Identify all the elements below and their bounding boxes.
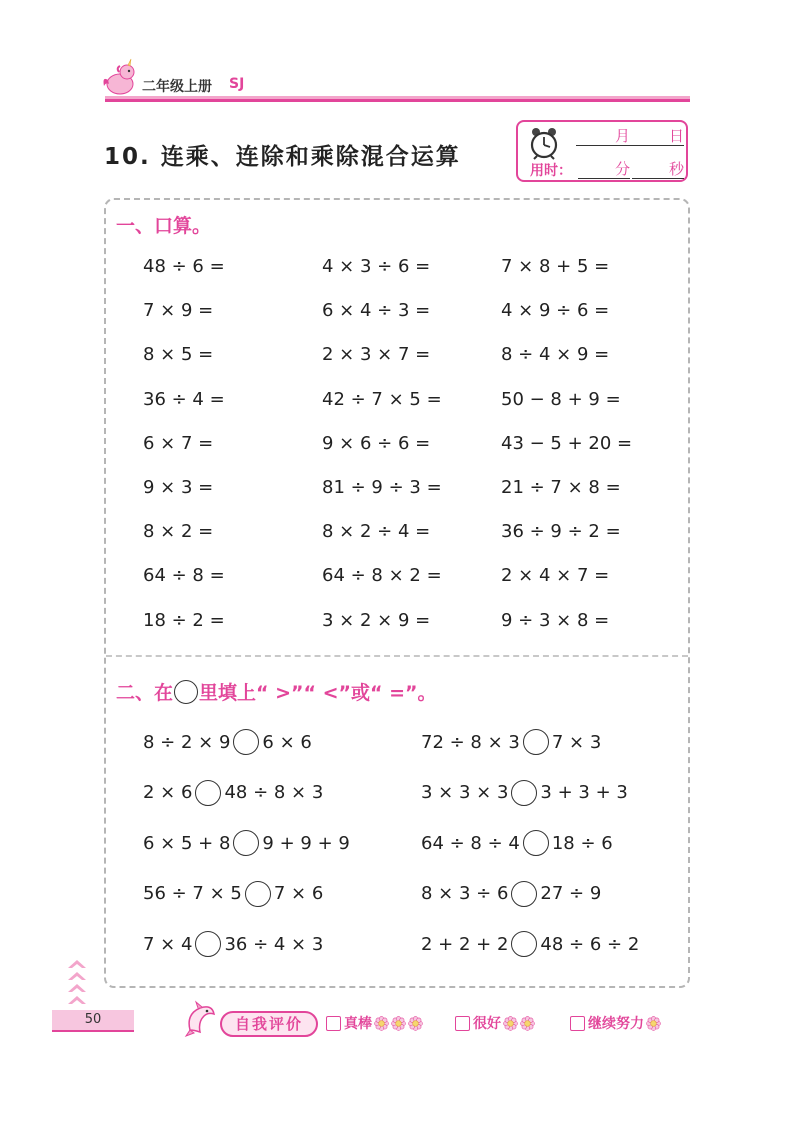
comparison-right: 18 ÷ 6 [551,832,613,854]
math-problem: 48 ÷ 6 = [143,256,225,277]
comparison-right: 36 ÷ 4 × 3 [224,933,324,955]
math-problem: 18 ÷ 2 = [143,609,225,631]
comparison-right: 27 ÷ 9 [540,883,602,904]
comparison-item [421,881,601,907]
comparison-left: 56 ÷ 7 × 5 [143,883,242,904]
comparison-item [421,729,601,755]
math-problem: 36 ÷ 4 = [143,388,225,410]
alarm-clock-icon [529,126,559,160]
math-problem: 3 × 2 × 9 = [322,609,431,631]
math-problem: 9 × 6 ÷ 6 = [322,432,431,454]
comparison-left: 3 × 3 × 3 [421,782,509,803]
section2-heading [116,678,437,705]
answer-circle[interactable] [233,830,259,856]
rating-option[interactable] [570,1013,661,1033]
checkbox[interactable] [326,1016,341,1031]
math-problem: 9 × 3 = [143,477,214,498]
answer-circle[interactable] [195,780,221,806]
answer-circle[interactable] [511,931,537,957]
comparison-left: 6 × 5 + 8 [143,832,231,854]
answer-circle[interactable] [523,729,549,755]
rating-option[interactable] [455,1013,535,1033]
dolphin-icon [184,1000,218,1038]
comparison-left: 2 × 6 [143,782,193,803]
math-problem: 4 × 3 ÷ 6 = [322,256,431,277]
math-problem: 64 ÷ 8 × 2 = [322,565,442,587]
header-grade: 二年级上册 [142,79,212,95]
header-rule [105,96,690,102]
unicorn-icon [100,58,138,98]
checkbox[interactable] [455,1016,470,1031]
comparison-right: 9 + 9 + 9 [262,832,350,854]
comparison-left: 8 ÷ 2 × 9 [143,731,231,753]
comparison-item [421,780,628,806]
comparison-item [421,931,639,957]
comparison-right: 3 + 3 + 3 [540,782,628,803]
day-field[interactable]: 日 [630,125,684,146]
rating-label: 真棒 [344,1016,372,1032]
math-problem: 64 ÷ 8 = [143,565,225,587]
math-problem: 4 × 9 ÷ 6 = [501,300,610,322]
checkbox[interactable] [570,1016,585,1031]
header-code: SJ [229,76,245,92]
math-problem: 2 × 3 × 7 = [322,344,431,366]
comparison-item [421,830,613,856]
math-problem: 8 ÷ 4 × 9 = [501,344,610,366]
section2-heading-after: 里填上“ >”“ <”或“ =”。 [199,682,437,704]
math-problem: 2 × 4 × 7 = [501,565,610,587]
math-problem: 50 − 8 + 9 = [501,388,621,410]
answer-circle[interactable] [523,830,549,856]
math-problem: 36 ÷ 9 ÷ 2 = [501,521,621,543]
flower-icon [408,1016,423,1031]
answer-circle[interactable] [511,881,537,907]
self-evaluation-label: 自我评价 [220,1011,318,1037]
math-problem: 7 × 8 + 5 = [501,256,610,277]
comparison-right: 48 ÷ 6 ÷ 2 [540,933,640,955]
math-problem: 21 ÷ 7 × 8 = [501,477,621,498]
page-title: 10. 连乘、连除和乘除混合运算 [104,144,461,170]
comparison-item [143,780,323,806]
comparison-left: 64 ÷ 8 ÷ 4 [421,832,520,854]
second-field[interactable]: 秒 [632,158,684,179]
month-field[interactable]: 月 [576,125,630,146]
section1-heading: 一、口算。 [116,215,212,237]
rating-label: 很好 [473,1016,501,1032]
flower-icon [520,1016,535,1031]
math-problem: 6 × 7 = [143,432,214,454]
comparison-right: 6 × 6 [262,731,312,753]
time-used-label: 用时： [530,163,572,179]
flower-icon [374,1016,389,1031]
comparison-item [143,729,312,755]
rating-option[interactable] [326,1013,423,1033]
math-problem: 43 − 5 + 20 = [501,432,633,454]
section-divider [106,655,688,657]
answer-circle[interactable] [511,780,537,806]
flower-icon [646,1016,661,1031]
comparison-right: 48 ÷ 8 × 3 [224,782,324,803]
comparison-right: 7 × 3 [551,731,602,753]
flower-icon [503,1016,518,1031]
math-problem: 8 × 2 = [143,521,214,543]
comparison-left: 2 + 2 + 2 [421,933,509,955]
math-problem: 81 ÷ 9 ÷ 3 = [322,477,442,498]
flower-icon [391,1016,406,1031]
page-number: 50 [52,1010,134,1030]
section2-heading-before: 二、在 [116,682,174,704]
math-problem: 42 ÷ 7 × 5 = [322,388,442,410]
blank-circle-icon [174,680,198,704]
comparison-item [143,931,323,957]
comparison-item [143,830,350,856]
page-number-rule [52,1030,134,1032]
math-problem: 7 × 9 = [143,300,214,322]
comparison-left: 8 × 3 ÷ 6 [421,883,509,904]
comparison-right: 7 × 6 [273,883,324,904]
math-problem: 6 × 4 ÷ 3 = [322,300,431,322]
comparison-left: 72 ÷ 8 × 3 [421,731,520,753]
math-problem: 8 × 2 ÷ 4 = [322,521,431,543]
math-problem: 8 × 5 = [143,344,214,366]
math-problem: 9 ÷ 3 × 8 = [501,609,610,631]
minute-field[interactable]: 分 [578,158,630,179]
answer-circle[interactable] [233,729,259,755]
comparison-item [143,881,323,907]
comparison-left: 7 × 4 [143,933,193,955]
rating-label: 继续努力 [588,1016,644,1032]
answer-circle[interactable] [245,881,271,907]
chevron-up-icon [66,958,88,1010]
answer-circle[interactable] [195,931,221,957]
